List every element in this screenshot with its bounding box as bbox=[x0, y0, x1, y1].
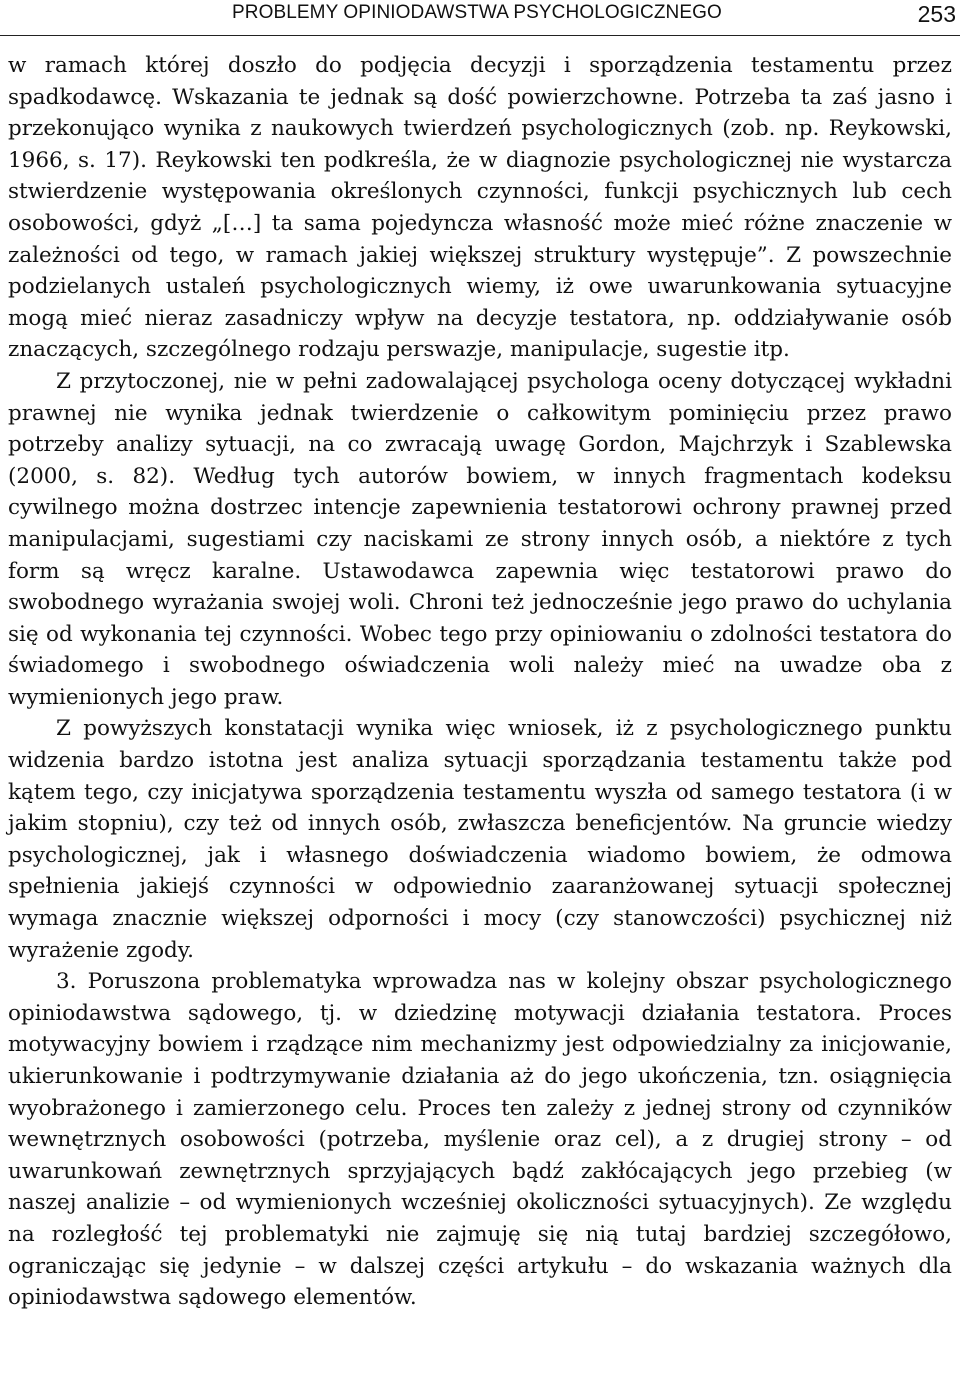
paragraph-section-3: 3. Poruszona problematyka wprowadza nas w kolejny obszar psychologicznego opiniodawstwa sądowego, tj. w dziedzinę motywacji działania testatora. Proces motywacyjny bowiem i rządzące nim mechanizmy jest odpowiedzialny za inicjowanie, ukierunkowanie i podtrzymywanie działania aż do jego ukończenia, tzn. osiągnięcia wyobrażonego i zamierzonego celu. Proces ten zależy z jednej strony od czynników wewnętrznych osobowości (potrzeba, myślenie oraz cel), a z drugiej strony – od uwarunkowań zewnętrznych sprzyjających bądź zakłócających jego przebieg (w naszej analizie – od wymienionych wcześniej okoliczności sytuacyjnych). Ze względu na rozległość tej problematyki nie zajmuję się nią tutaj bardziej szczegółowo, ograniczając się jedynie – w dalszej części artykułu – do wskazania ważnych dla opiniodawstwa sądowego elementów. bbox=[8, 969, 952, 1311]
body-text bbox=[8, 50, 952, 1314]
running-header bbox=[0, 0, 960, 36]
paragraph-continuation: w ramach której doszło do podjęcia decyzji i sporządzenia testamentu przez spadkodawcę. Wskazania te jednak są dość powierzchowne. Potrzeba ta zaś jasno i przekonująco wynika z naukowych twierdzeń psychologicznych (zob. np. Reykowski, 1966, s. 17). Reykowski ten podkreśla, że w diagnozie psychologicznej nie wystarcza stwierdzenie występowania określonych czynności, funkcji psychicznych lub cech osobowości, gdyż „[…] ta sama pojedyncza własność może mieć różne znaczenie w zależności od tego, w ramach jakiej większej struktury występuje”. Z powszechnie podzielanych ustaleń psychologicznych wiemy, iż owe uwarunkowania sytuacyjne mogą mieć nieraz zasadniczy wpływ na decyzje testatora, np. oddziaływanie osób znaczących, szczególnego rodzaju perswazje, manipulacje, sugestie itp. bbox=[8, 53, 952, 363]
running-title: PROBLEMY OPINIODAWSTWA PSYCHOLOGICZNEGO bbox=[232, 2, 722, 23]
page-number: 253 bbox=[917, 1, 956, 27]
paragraph: Z powyższych konstatacji wynika więc wniosek, iż z psychologicznego punktu widzenia bardzo istotna jest analiza sytuacji sporządzania testamentu także pod kątem tego, czy inicjatywa sporządzenia testamentu wyszła od samego testatora (i w jakim stopniu), czy też od innych osób, zwłaszcza beneficjentów. Na gruncie wiedzy psychologicznej, jak i własnego doświadczenia wiadomo bowiem, że odmowa spełnienia jakiejś czynności w odpowiednio zaaranżowanej sytuacji społecznej wymaga znacznie większej odporności i mocy (czy stanowczości) psychicznej niż wyrażenie zgody. bbox=[8, 716, 952, 963]
paragraph: Z przytoczonej, nie w pełni zadowalającej psychologa oceny dotyczącej wykładni prawnej nie wynika jednak twierdzenie o całkowitym pominięciu przez prawo potrzeby analizy sytuacji, na co zwracają uwagę Gordon, Majchrzyk i Szablewska (2000, s. 82). Według tych autorów bowiem, w innych fragmentach kodeksu cywilnego można dostrzec intencje zapewnienia testatorowi ochrony prawnej przed manipulacjami, sugestiami czy naciskami ze strony innych osób, a niektóre z tych form są wręcz karalne. Ustawodawca zapewnia więc testatorowi prawo do swobodnego wyrażania swojej woli. Chroni też jednocześnie jego prawo do uchylania się od wykonania tej czynności. Wobec tego przy opiniowaniu o zdolności testatora do świadomego i swobodnego oświadczenia woli należy mieć na uwadze oba z wymienionych jego praw. bbox=[8, 368, 952, 710]
